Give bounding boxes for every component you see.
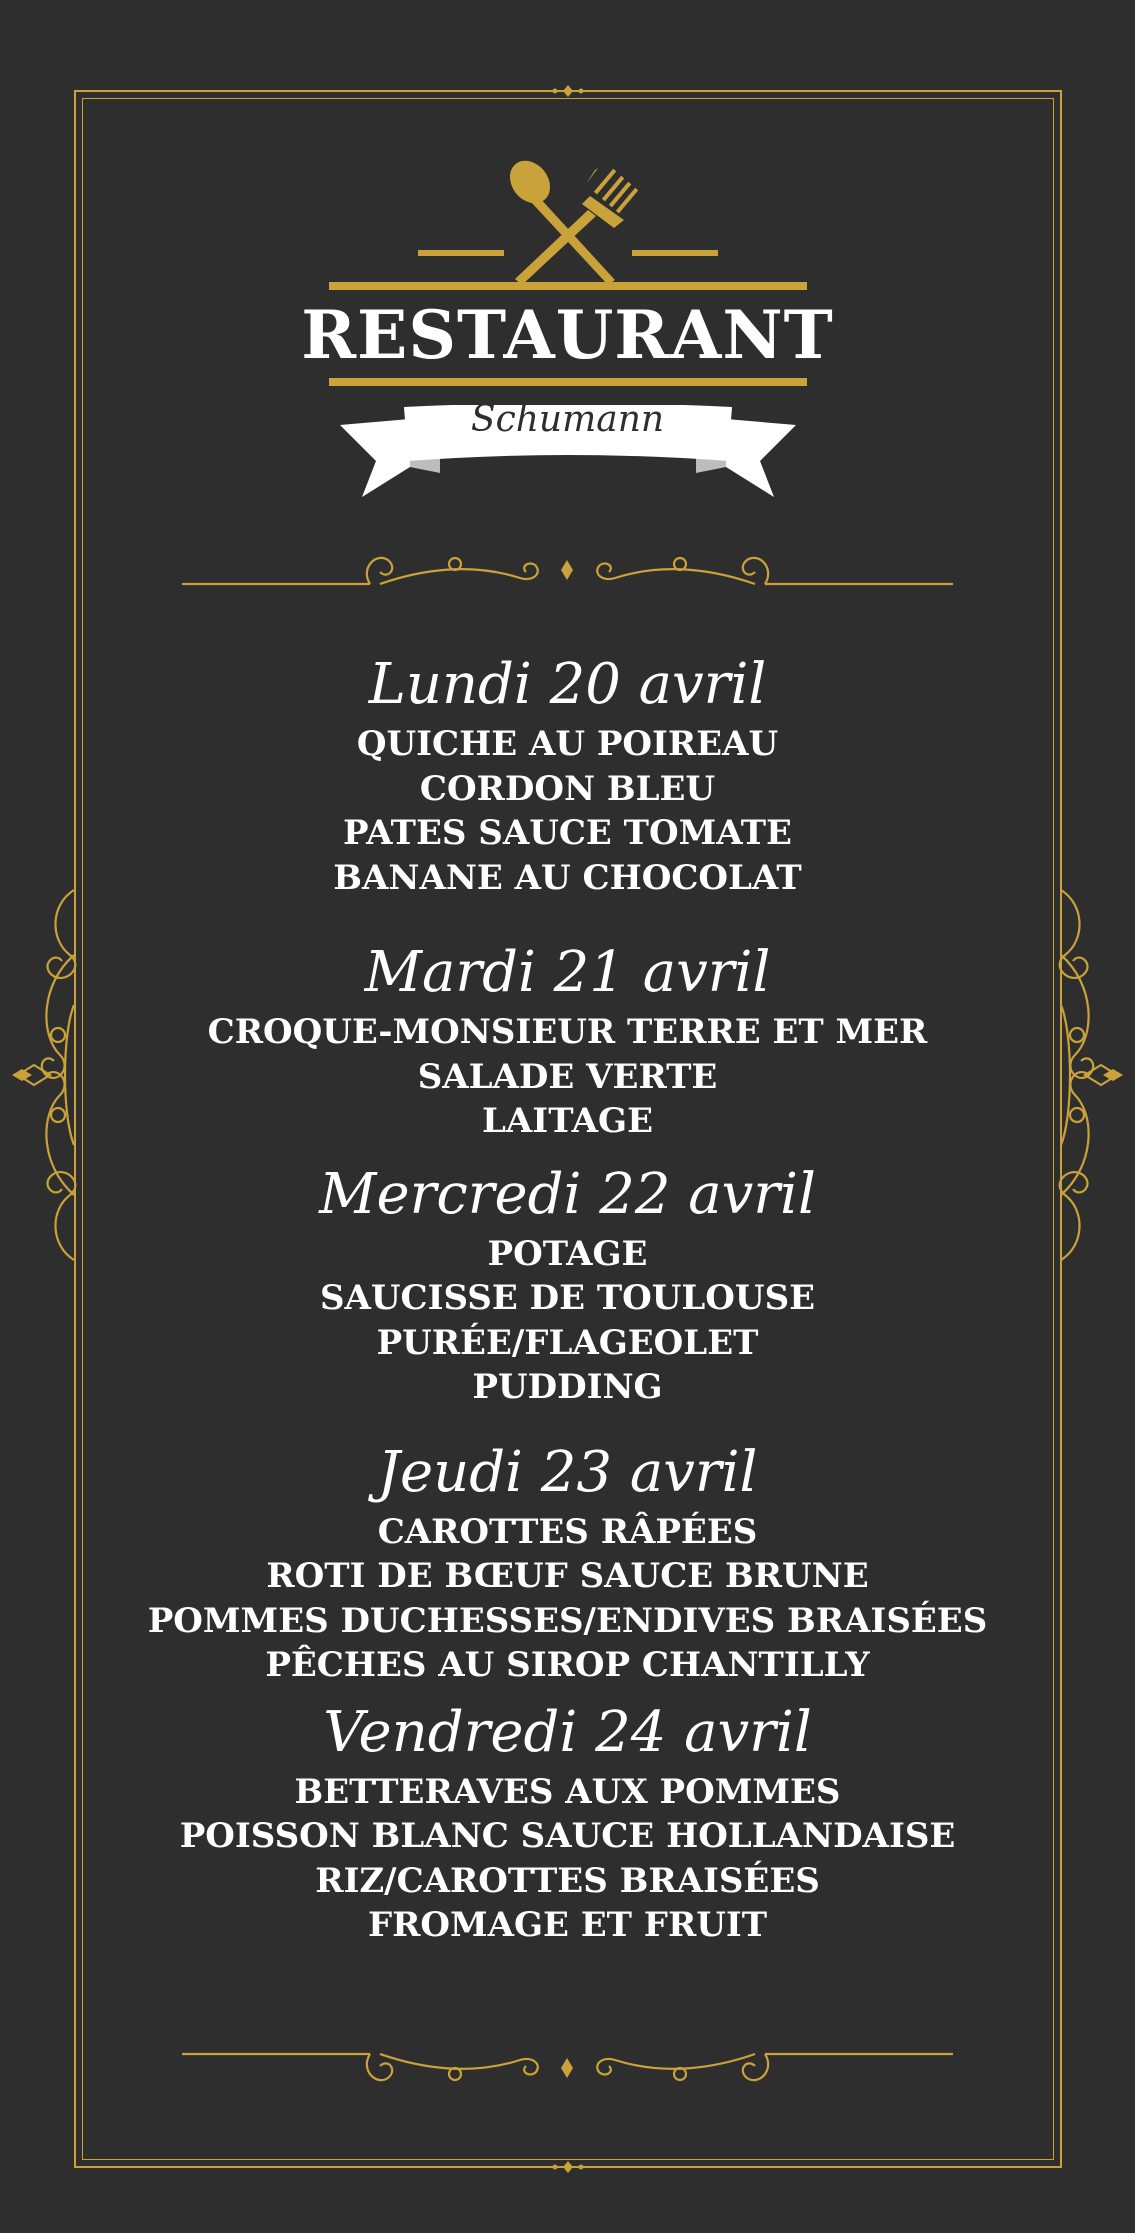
dish-item: POISSON BLANC SAUCE HOLLANDAISE [179, 1816, 956, 1856]
dish-item: RIZ/CAROTTES BRAISÉES [315, 1860, 820, 1901]
dish-item: BANANE AU CHOCOLAT [333, 857, 802, 898]
top-frame-ornament [547, 84, 589, 98]
right-side-flourish [1053, 885, 1125, 1265]
dish-item: ROTI DE BŒUF SAUCE BRUNE [266, 1556, 869, 1596]
dish-item: PURÉE/FLAGEOLET [376, 1322, 759, 1363]
dish-item: CROQUE-MONSIEUR TERRE ET MER [207, 1012, 928, 1052]
day-block-monday [100, 648, 1035, 900]
dish-item: LAITAGE [482, 1101, 653, 1141]
dish-item: BETTERAVES AUX POMMES [294, 1771, 841, 1812]
dish-item: SAUCISSE DE TOULOUSE [319, 1278, 816, 1318]
day-block-tuesday [100, 936, 1035, 1144]
day-title: Lundi 20 avril [368, 652, 767, 717]
day-block-thursday [100, 1436, 1035, 1688]
top-divider-flourish [180, 540, 955, 592]
weekly-menu [100, 648, 1035, 1948]
spoon-fork-crossed-icon [410, 160, 726, 285]
dish-item: SALADE VERTE [417, 1056, 718, 1097]
dish-item: PATES SAUCE TOMATE [343, 813, 792, 853]
dish-item: POMMES DUCHESSES/ENDIVES BRAISÉES [147, 1600, 988, 1641]
dish-item: PUDDING [472, 1367, 663, 1407]
dish-item: CORDON BLEU [419, 768, 716, 809]
day-title: Mercredi 22 avril [319, 1161, 816, 1227]
left-side-flourish [10, 885, 82, 1265]
bottom-divider-flourish [180, 2036, 955, 2088]
day-block-friday [100, 1696, 1035, 1948]
dish-item: CAROTTES RÂPÉES [377, 1511, 758, 1552]
day-title: Jeudi 23 avril [377, 1439, 758, 1505]
dish-item: QUICHE AU POIREAU [356, 724, 779, 764]
restaurant-logo [0, 150, 1135, 510]
day-block-wednesday [100, 1158, 1035, 1410]
bottom-frame-ornament [547, 2160, 589, 2174]
page-title: RESTAURANT [301, 296, 834, 374]
dish-item: FROMAGE ET FRUIT [367, 1905, 768, 1945]
restaurant-subtitle: Schumann [470, 399, 665, 440]
title-bottom-rule [329, 378, 807, 386]
title-top-rule [329, 282, 807, 290]
day-title: Mardi 21 avril [364, 940, 771, 1005]
dish-item: PÊCHES AU SIROP CHANTILLY [265, 1645, 870, 1685]
dish-item: POTAGE [487, 1233, 648, 1274]
day-title: Vendredi 24 avril [323, 1699, 812, 1765]
